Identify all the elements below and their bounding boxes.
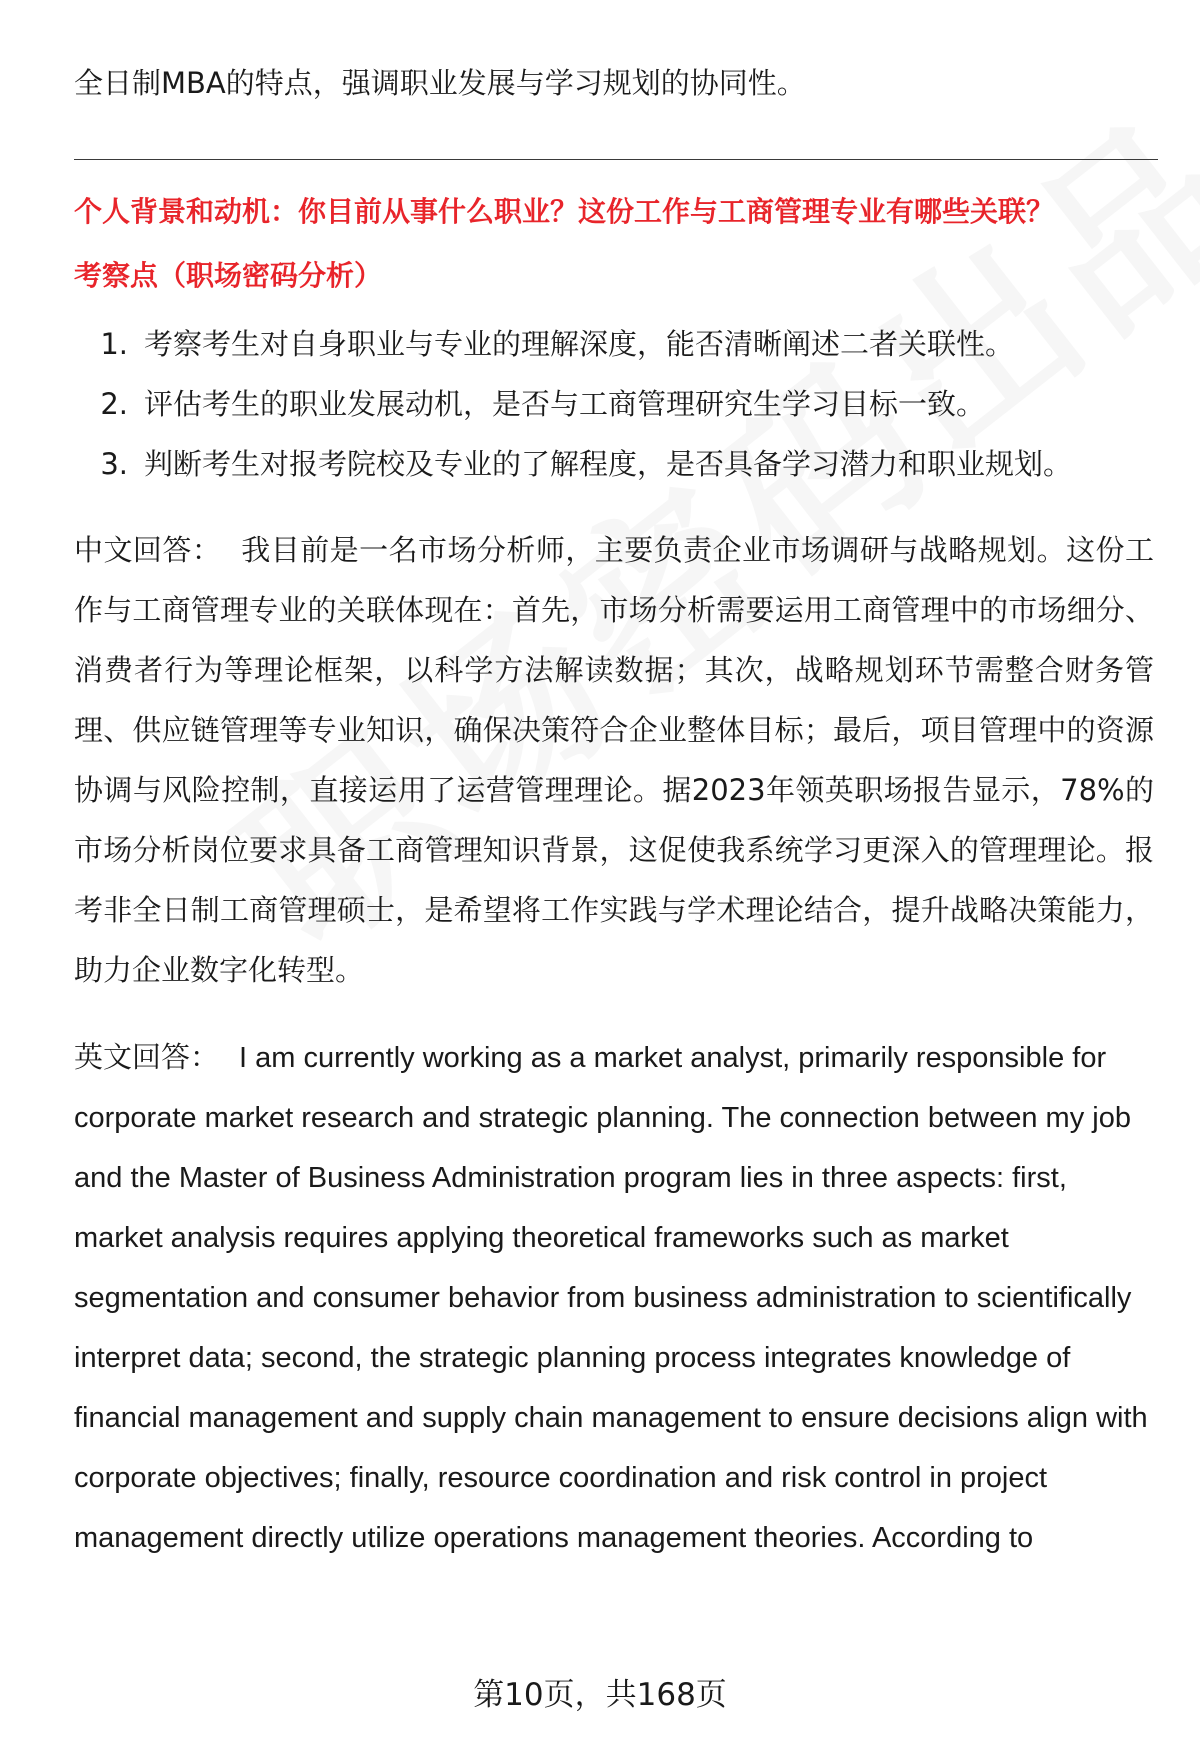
assessment-points bbox=[74, 314, 1154, 494]
page-number: 第10页，共168页 bbox=[473, 1677, 727, 1713]
chinese-answer-text: 我目前是一名市场分析师，主要负责企业市场调研与战略规划。这份工作与工商管理专业的关联体现在：首先，市场分析需要运用工商管理中的市场细分、消费者行为等理论框架，以科学方法解读数据；其次，战略规划环节需整合财务管理、供应链管理等专业知识，确保决策符合企业整体目标；最后，项目管理中的资源协调与风险控制，直接运用了运营管理理论。据2023年领英职场报告显示，78%的市场分析岗位要求具备工商管理知识背景，这促使我系统学习更深入的管理理论。报考非全日制工商管理硕士，是希望将工作实践与学术理论结合，提升战略决策能力，助力企业数字化转型。 bbox=[74, 533, 1154, 987]
list-item bbox=[74, 314, 1154, 374]
list-number: 2. bbox=[100, 387, 128, 421]
list-text: 评估考生的职业发展动机，是否与工商管理研究生学习目标一致。 bbox=[144, 387, 986, 421]
chinese-answer-label: 中文回答： bbox=[74, 533, 222, 567]
list-item bbox=[74, 374, 1154, 434]
page-content bbox=[74, 54, 1154, 1568]
list-text: 考察考生对自身职业与专业的理解深度，能否清晰阐述二者关联性。 bbox=[144, 327, 1015, 361]
list-text: 判断考生对报考院校及专业的了解程度，是否具备学习潜力和职业规划。 bbox=[144, 447, 1073, 481]
list-number: 3. bbox=[100, 447, 128, 481]
english-answer-text: I am currently working as a market analyst, primarily responsible for corporate market research and strategic planning. The connection between my job and the Master of Business Administration program lies in three aspects: first, market analysis requires applying theoretical frameworks such as market segmentation and consumer behavior from business administration to scientifically interpret data; second, the strategic planning process integrates knowledge of financial management and supply chain management to ensure decisions align with corporate objectives; finally, resource coordination and risk control in project management directly utilize operations management theories. According to bbox=[74, 1042, 1148, 1554]
list-item bbox=[74, 434, 1154, 494]
english-answer bbox=[74, 1028, 1154, 1568]
question-subtitle: 考察点（职场密码分析） bbox=[74, 259, 383, 292]
intro-line: 全日制MBA的特点，强调职业发展与学习规划的协同性。 bbox=[74, 66, 806, 100]
chinese-answer bbox=[74, 520, 1154, 1000]
section-divider bbox=[74, 159, 1158, 160]
question-title: 个人背景和动机：你目前从事什么职业？这份工作与工商管理专业有哪些关联？ bbox=[74, 195, 1055, 228]
english-answer-label: 英文回答： bbox=[74, 1042, 220, 1074]
list-number: 1. bbox=[100, 327, 128, 361]
